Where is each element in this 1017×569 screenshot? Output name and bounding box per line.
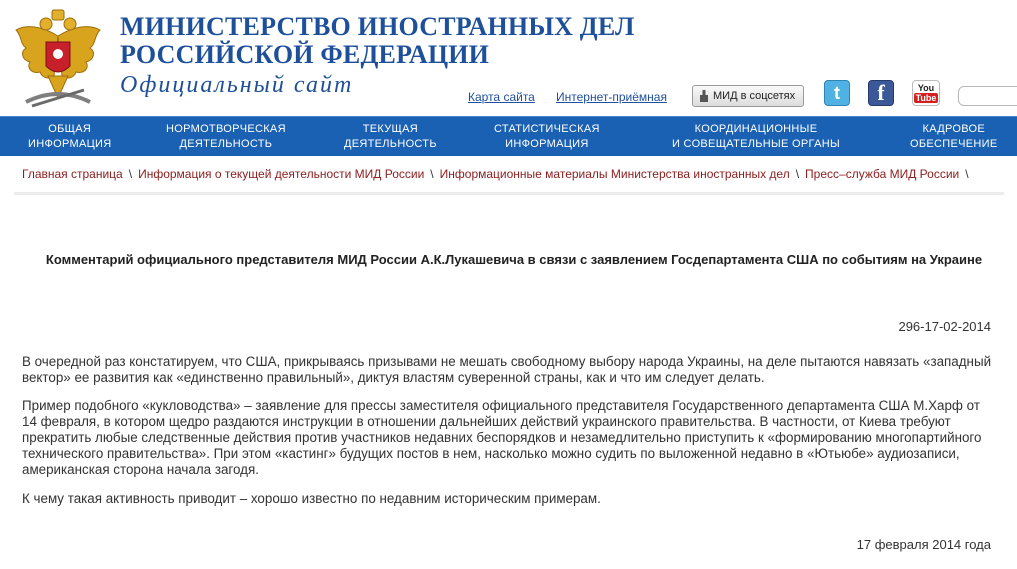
sitemap-link[interactable]: Карта сайта [468,90,535,104]
article-paragraph: К чему такая активность приводит – хорошо известно по недавним историческим примерам. [22,491,601,506]
breadcrumb-home[interactable]: Главная страница [22,167,123,181]
youtube-icon[interactable]: You Tube [912,80,940,106]
breadcrumb-info-materials[interactable]: Информационные материалы Министерства иностранных дел [439,167,790,181]
breadcrumb: Главная страница \ Информация о текущей деятельности МИД России \ Информационные материалы Министерства иностранных дел \ Пресс–служба МИД России \ [22,167,969,181]
main-nav [0,116,1017,156]
article-paragraph: Пример подобного «кукловодства» – заявление для прессы заместителя официального представителя Государственного департамента США М.Харф от 14 февраля, в котором щедро раздаются инструкции в отношении дальнейших действий украинского правительства. В частности, от Киева требуют прекратить любые следственные действия против участников недавних беспорядков и незамедлительно приступить к «формированию многопартийного технического правительства». При этом «кастинг» будущих постов в нем, насколько можно судить по выложенной недавно в «Ютьюбе» аудиозаписи, американская сторона начала загодя. [22,398,982,477]
coat-of-arms-icon[interactable] [12,6,104,110]
site-title-line1[interactable]: МИНИСТЕРСТВО ИНОСТРАННЫХ ДЕЛ [120,12,635,41]
nav-item-current-activity[interactable]: ТЕКУЩАЯ ДЕЯТЕЛЬНОСТЬ [344,123,437,150]
reception-link[interactable]: Интернет-приёмная [556,90,667,104]
social-networks-label: МИД в соцсетях [713,90,796,102]
nav-item-norm-activity[interactable]: НОРМОТВОРЧЕСКАЯ ДЕЯТЕЛЬНОСТЬ [166,123,286,150]
article-paragraph: В очередной раз констатируем, что США, прикрываясь призывами не мешать свободному выбору народа Украины, на деле пытаются навязать «западный вектор» ее развития как «единственно правильный», диктуя властям суверенной страны, как и что им следует делать. [22,354,992,385]
site-subtitle: Официальный сайт [120,72,354,98]
building-icon [699,90,709,102]
breadcrumb-divider [14,192,1004,195]
nav-item-general-info[interactable]: ОБЩАЯ ИНФОРМАЦИЯ [28,123,112,150]
article-title: Комментарий официального представителя МИД России А.К.Лукашевича в связи с заявлением Госдепартамента США по событиям на Украине [45,252,983,267]
breadcrumb-press-service[interactable]: Пресс–служба МИД России [805,167,960,181]
nav-item-personnel[interactable]: КАДРОВОЕ ОБЕСПЕЧЕНИЕ [910,123,998,150]
nav-item-coordination-bodies[interactable]: КООРДИНАЦИОННЫЕ И СОВЕЩАТЕЛЬНЫЕ ОРГАНЫ [672,123,840,150]
search-input[interactable] [958,86,1017,106]
document-number: 296-17-02-2014 [898,319,991,334]
social-networks-button[interactable] [692,85,804,107]
breadcrumb-current-activity[interactable]: Информация о текущей деятельности МИД России [138,167,425,181]
twitter-icon[interactable]: t [824,80,850,106]
site-header [0,0,1017,116]
site-title-line2[interactable]: РОССИЙСКОЙ ФЕДЕРАЦИИ [120,40,490,69]
facebook-icon[interactable]: f [868,80,894,106]
publication-date: 17 февраля 2014 года [856,537,991,552]
nav-item-statistics[interactable]: СТАТИСТИЧЕСКАЯ ИНФОРМАЦИЯ [494,123,600,150]
